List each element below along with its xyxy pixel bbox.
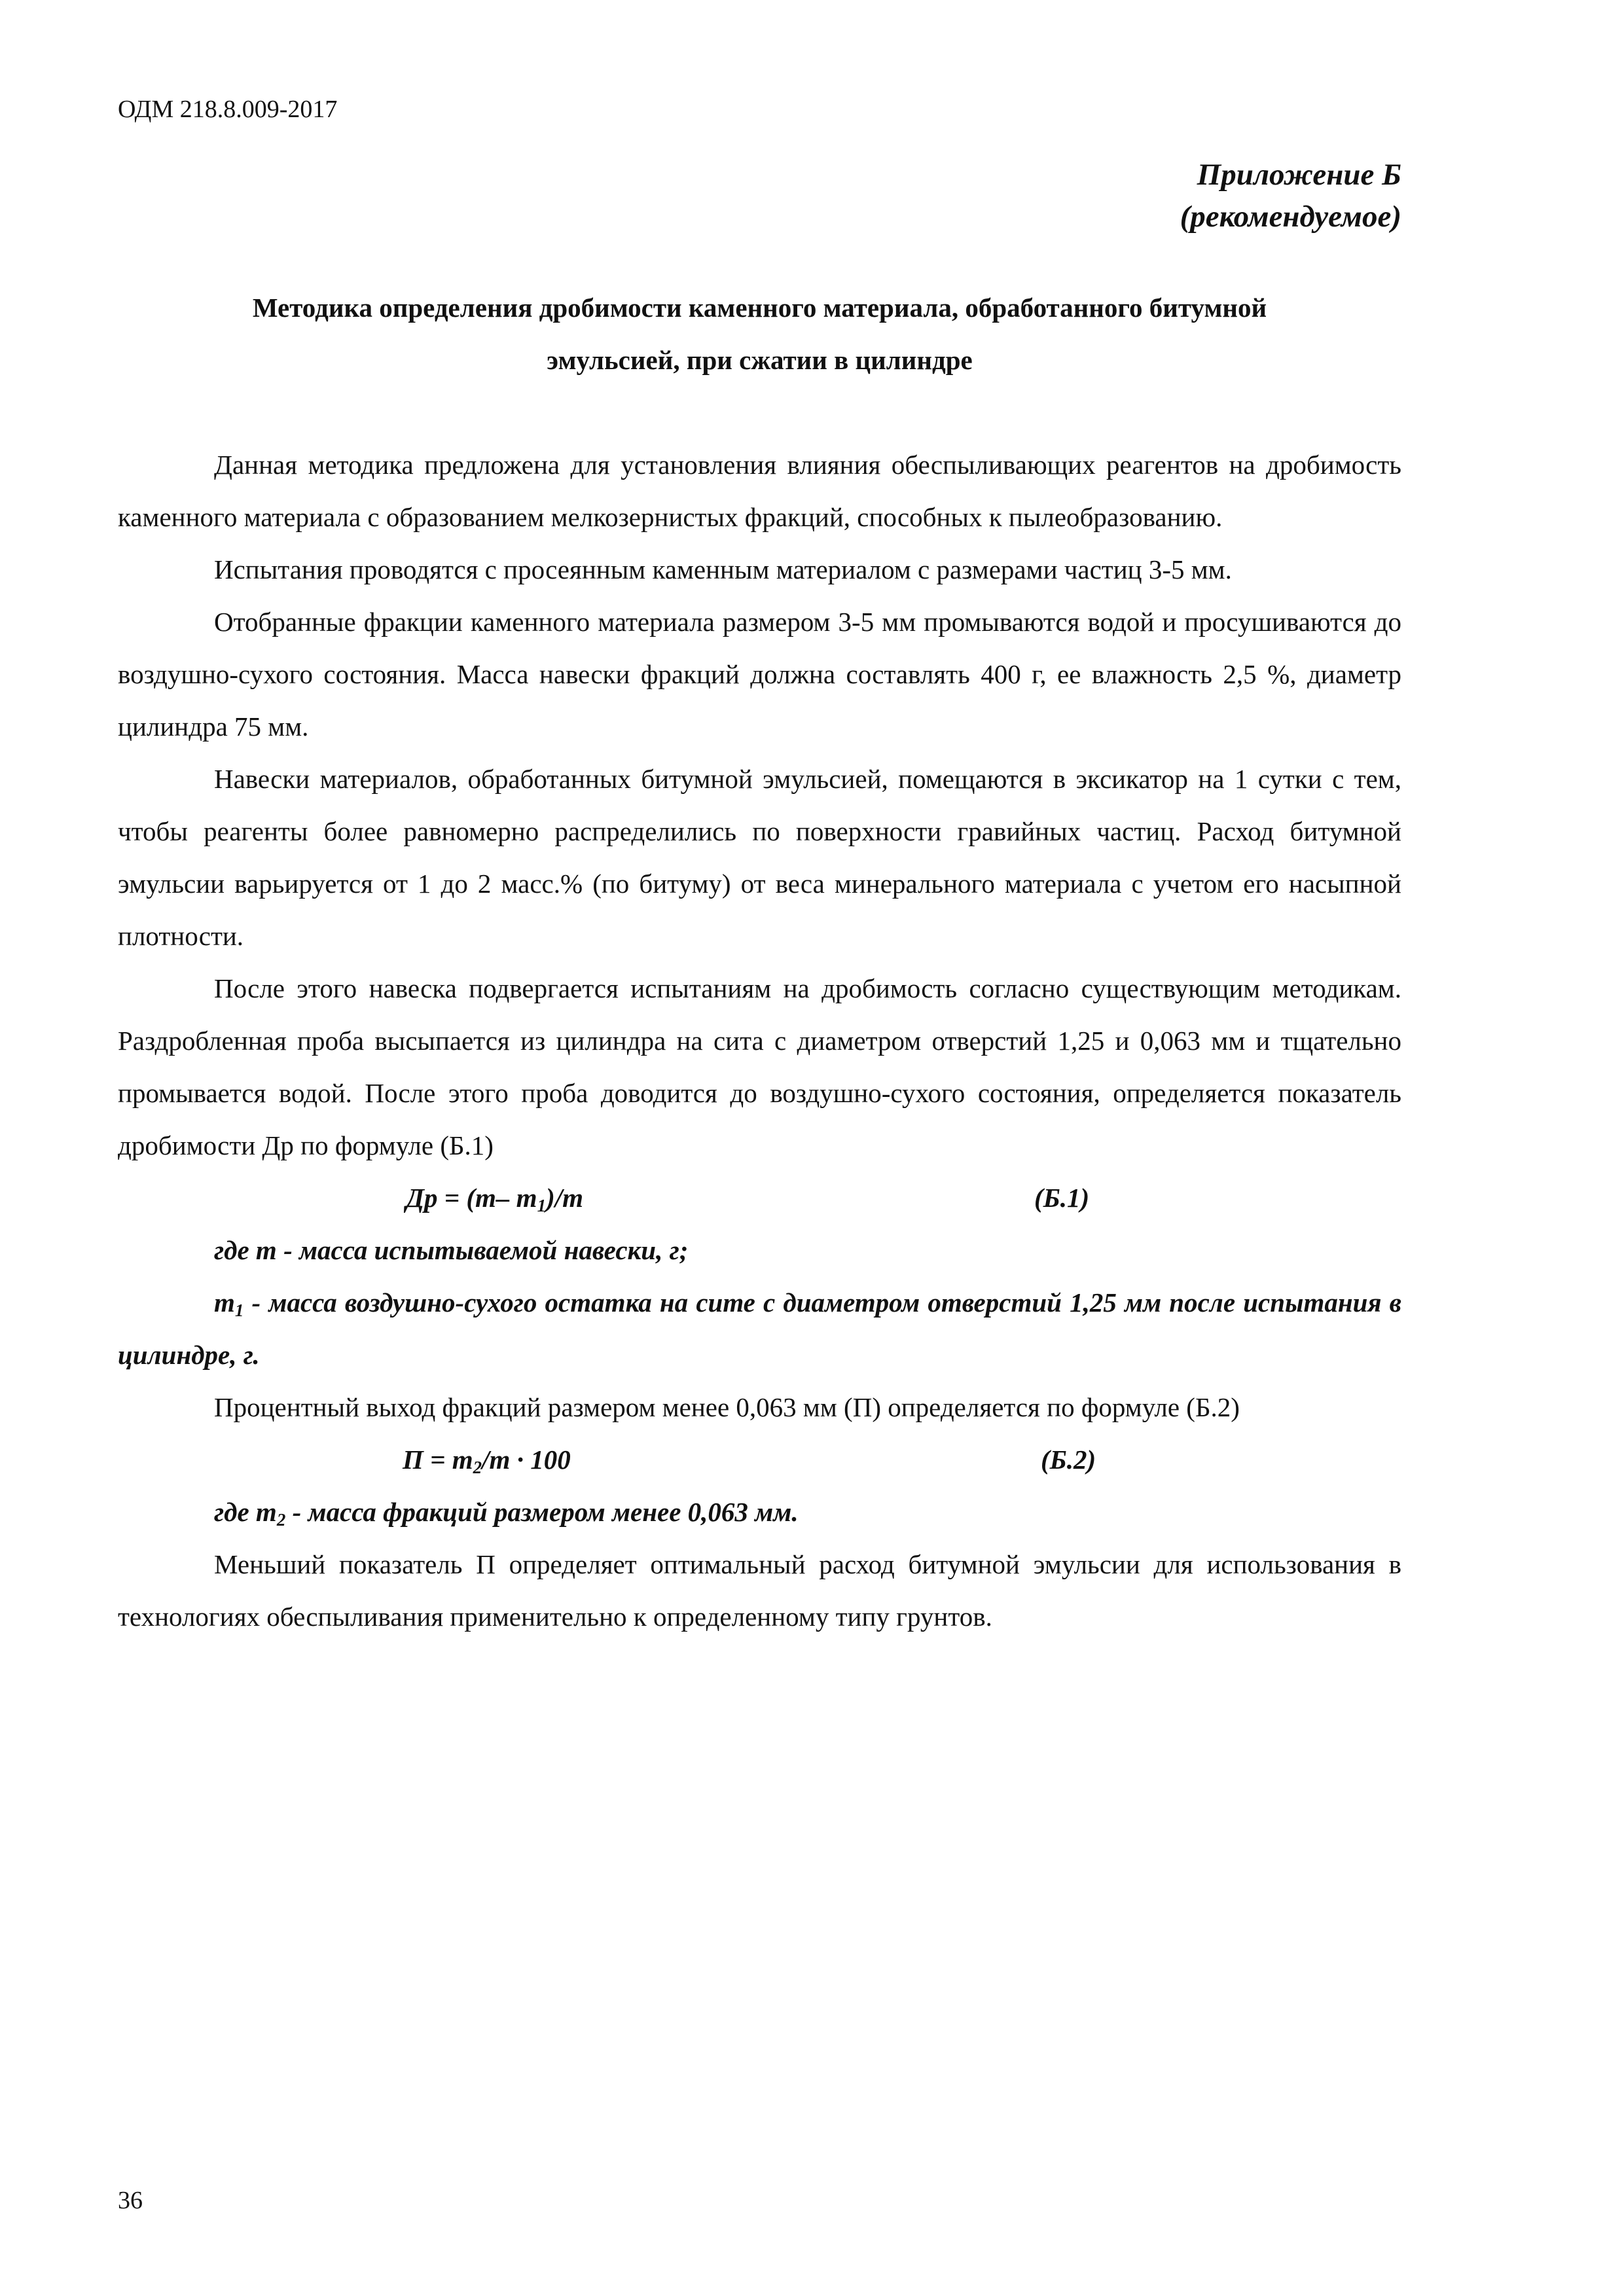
formula-b2-where-m2: где $m_2$ - масса фракций размером менее 0,063 мм. (214, 1497, 799, 1530)
formula-b1-where-m: где m - масса испытываемой навески, г; (214, 1235, 689, 1265)
section-title (118, 281, 1401, 386)
formula-b1-expression: Др = (m– $m_1)/m$ (406, 1183, 583, 1215)
paragraph-intro: Данная методика предложена для установления влияния обеспыливающих реагентов на дробимость каменного материала с образованием мелкозернистых фракций, способных к пылеобразованию. (118, 450, 1401, 532)
formula-b1 (118, 1172, 1401, 1224)
document-code: ОДМ 218.8.009-2017 (118, 96, 338, 123)
paragraph-exsiccator: Навески материалов, обработанных битумной эмульсией, помещаются в эксикатор на 1 сутки с тем, чтобы реагенты более равномерно распределились по поверхности гравийных частиц. Расход битумной эмульсии варьируется от 1 до 2 масс.% (по битуму) от веса минерального материала с учетом его насыпной плотности. (118, 764, 1401, 951)
formula-b1-label: (Б.1) (1034, 1183, 1090, 1213)
appendix-heading (1180, 154, 1401, 238)
section-title-line-2: эмульсией, при сжатии в цилиндре (547, 345, 973, 375)
paragraph-procedure: После этого навеска подвергается испытаниям на дробимость согласно существующим методикам. Раздробленная проба высыпается из цилиндра на сита с диаметром отверстий 1,25 и 0,063 мм и тщательно промывается водой. После этого проба доводится до воздушно-сухого состояния, определяется показатель дробимости Др по формуле (Б.1) (118, 973, 1401, 1160)
paragraph-test-material: Испытания проводятся с просеянным каменным материалом с размерами частиц 3-5 мм. (214, 554, 1232, 584)
paragraph-preparation: Отобранные фракции каменного материала размером 3-5 мм промываются водой и просушиваются до воздушно-сухого состояния. Масса навески фракций должна составлять 400 г, ее влажность 2,5 %, диаметр цилиндра 75 мм. (118, 607, 1401, 742)
page-number: 36 (118, 2187, 143, 2214)
formula-b1-where-m1: $m_1$ - масса воздушно-сухого остатка на сите с диаметром отверстий 1,25 мм после испытания в цилиндре, г. (118, 1287, 1401, 1370)
appendix-note: (рекомендуемое) (1180, 200, 1401, 234)
document-body (118, 439, 1401, 1643)
formula-b2 (118, 1433, 1401, 1486)
paragraph-percent-yield: Процентный выход фракций размером менее 0,063 мм (П) определяется по формуле (Б.2) (214, 1392, 1240, 1422)
appendix-title: Приложение Б (1197, 158, 1401, 192)
paragraph-conclusion: Меньший показатель П определяет оптимальный расход битумной эмульсии для использования в технологиях обеспыливания применительно к определенному типу грунтов. (118, 1549, 1401, 1632)
formula-b2-label: (Б.2) (1041, 1444, 1096, 1475)
section-title-line-1: Методика определения дробимости каменного материала, обработанного битумной (252, 293, 1267, 323)
formula-b2-expression: $П = m_2/m \cdot 100$ (403, 1444, 571, 1477)
